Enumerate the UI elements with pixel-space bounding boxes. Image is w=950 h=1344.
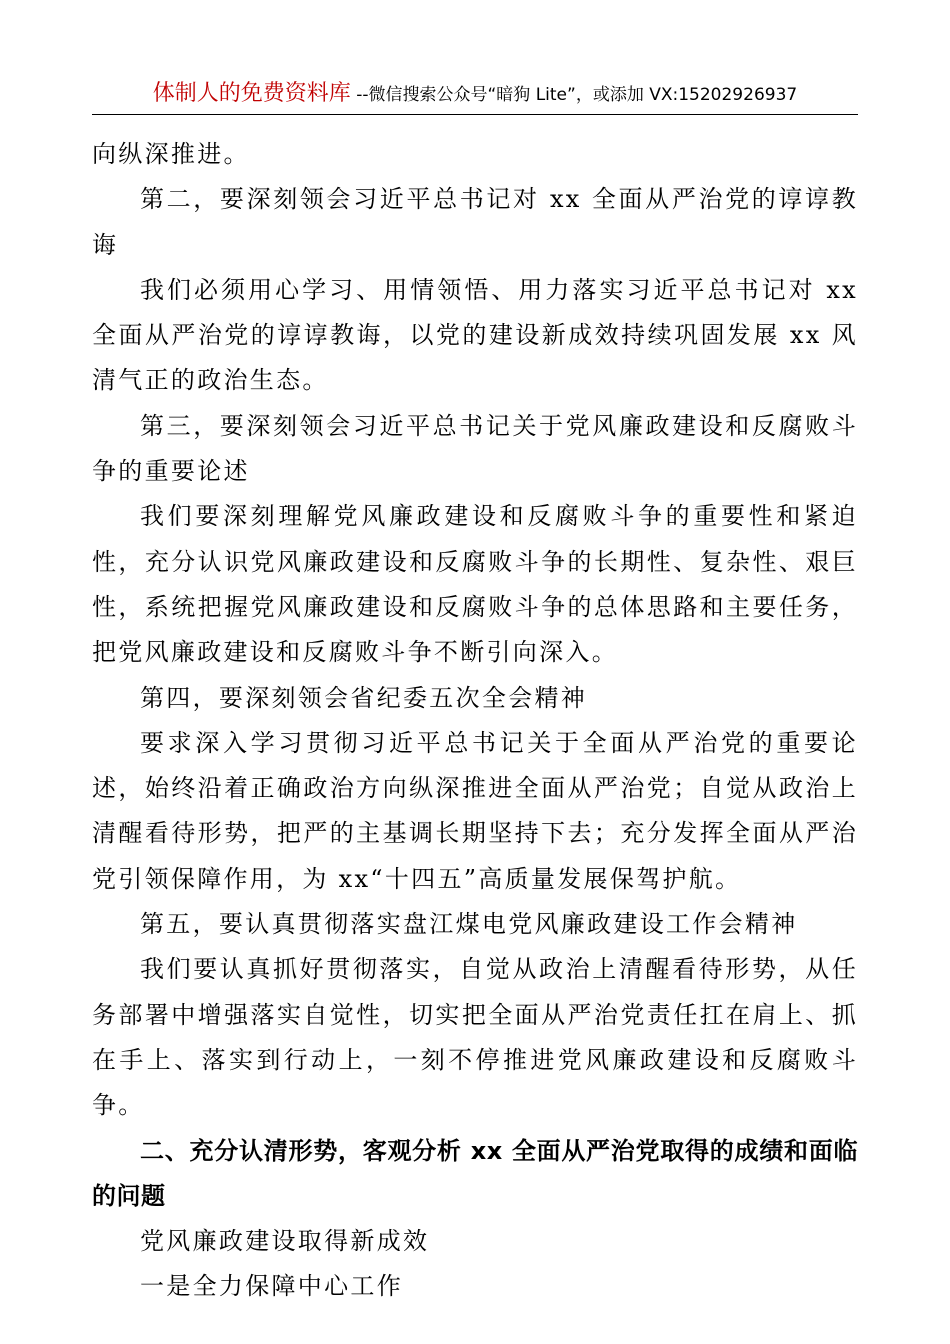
subsection-heading: 党风廉政建设取得新成效: [140, 1227, 430, 1256]
document-body: [92, 132, 858, 1310]
section-heading-4: 第四，要深刻领会省纪委五次全会精神: [140, 683, 588, 712]
paragraph-continuation: 向纵深推进。: [92, 140, 250, 168]
paragraph-2: 我们必须用心学习、用情领悟、用力落实习近平总书记对 xx 全面从严治党的谆谆教诲，以党的建设新成效持续巩固发展 xx 风清气正的政治生态。: [92, 275, 858, 395]
paragraph-5: 我们要认真抓好贯彻落实，自觉从政治上清醒看待形势，从任务部署中增强落实自觉性，切实把全面从严治党责任扛在肩上、抓在手上、落实到行动上，一刻不停推进党风廉政建设和反腐败斗争。: [92, 955, 858, 1120]
section-heading-2: 第二，要深刻领会习近平总书记对 xx 全面从严治党的谆谆教诲: [92, 185, 858, 259]
header-title: 体制人的免费资料库: [152, 81, 351, 106]
item-heading-1: 一是全力保障中心工作: [140, 1272, 403, 1301]
header-subtitle: --微信搜索公众号“暗狗 Lite”，或添加 VX:15202926937: [350, 85, 798, 105]
section-heading-3: 第三，要深刻领会习近平总书记关于党风廉政建设和反腐败斗争的重要论述: [92, 411, 858, 486]
paragraph-3: 我们要深刻理解党风廉政建设和反腐败斗争的重要性和紧迫性，充分认识党风廉政建设和反腐败斗争的长期性、复杂性、艰巨性，系统把握党风廉政建设和反腐败斗争的总体思路和主要任务，把党风廉政建设和反腐败斗争不断引向深入。: [92, 502, 858, 667]
page-header: [92, 80, 858, 115]
paragraph-4: 要求深入学习贯彻习近平总书记关于全面从严治党的重要论述，始终沿着正确政治方向纵深推进全面从严治党；自觉从政治上清醒看待形势，把严的主基调长期坚持下去；充分发挥全面从严治党引领保障作用，为 xx“十四五”高质量发展保驾护航。: [92, 728, 858, 893]
chapter-heading-2: 二、充分认清形势，客观分析 xx 全面从严治党取得的成绩和面临的问题: [92, 1136, 858, 1210]
section-heading-5: 第五，要认真贯彻落实盘江煤电党风廉政建设工作会精神: [140, 910, 798, 939]
